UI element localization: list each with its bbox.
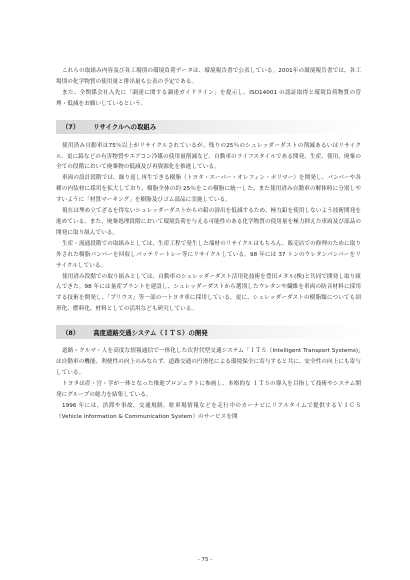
paragraph: 使用済み段階での取り組みとしては、自動車のシュレッダーダスト活用化技術を豊田メタル(株)と共同で開発し取り組んできた。98 年には量産プラントを建設し、シュレッダーダストから選別したウレタンや繊維を車両の防音材料に採用する技術を開発し、「プリウス」等一部の一トヨタ車に採用している。更に、シュレッダーダストの樹脂類についても固形化、燃料化、材料としての活用なども研究している。 <box>56 273 361 313</box>
paragraph: 使用済み自動車は75％以上がリサイクルされているが、残りの25％のシュレッダーダストの削減あるいはリサイクル、更に鉛などの有害物質やエアコン冷媒の使用量削減など、自動車のライフスタイルである開発、生産、使用、廃棄の全ての段階において廃棄物の低減及び再資源化を推進している。 <box>56 142 361 171</box>
section-heading-recycling <box>56 120 361 134</box>
section-title: 高度道路交通システム（ＩＴＳ）の開発 <box>93 328 208 337</box>
section-title: リサイクルへの取組み <box>93 123 157 132</box>
paragraph: 現在は埋め立てざるを得ないシュレッダーダストからの鉛の溶出を低減するため、極力鉛を使用しないよう技術開発を進めている。また、廃棄処理段階において環境負荷を与える可能性のある化学物質の使用量を極力抑えた車両及び部品の開発に取り組んでいる。 <box>56 208 361 236</box>
paragraph: これらの取組み内容及び各工場別の環境負荷データは、環境報告書で公表している。2001年の環境報告書では、各工場別の化学物質の使用量と排出量も公表の予定である。 <box>56 68 361 85</box>
section-body-its <box>56 346 361 422</box>
paragraph: トヨタは産・官・学が一体となった推進プロジェクトに参画し、本格的な ＩＴＳの導入を目指して技術やシステム開発にグループの総力を結集している。 <box>56 380 361 398</box>
paragraph: 生産・流通段階での取組みとしては、生産工程で発生した端材のリサイクルはもちろん、販売店での修理のために取り外された樹脂バンパーを回収しバッテリートレー等にリサイクルしている。98 年には 37 トンのウレタンバンパーをリサイクルしている。 <box>56 240 361 269</box>
document-page <box>56 66 361 422</box>
paragraph: また、全関係会社入先に「調達に関する調達ガイドライン」を提示し、ISO14001 の認証取得と環境負荷物質の管理・低減をお願いしているという。 <box>56 89 361 107</box>
section-body-recycling <box>56 141 361 316</box>
page-number: - 75 - <box>197 557 213 563</box>
intro-block <box>56 66 361 110</box>
section-heading-its <box>56 325 361 339</box>
paragraph: 1996 年には、渋滞や事故、交通規制、駐車場情報などを走行中のカーナビにリアルタイムで提供するＶＩＣＳ（Vehicle information & Communication System）のサービスを開 <box>56 402 361 420</box>
section-number: （8） <box>62 328 80 337</box>
paragraph: 車両の設計段階では、繰り返し再生できる樹脂（トヨタ・スーパー・オレフィン・ポリマー）を開発し、バンパーや各種の内装材に採用を拡大しており、樹脂全体の約 25％をこの樹脂に統一した。また使用済み自動車の解体時に分別しやすいように「材質マーキング」を樹脂及びゴム部品に実施している。 <box>56 175 361 204</box>
paragraph: 道路・クルマ・人を高度な情報通信で一体化した次世代型交通システム「ＩＴＳ（Intelligent Transport Systems)」は自動車の機能、利便性の向上のみならず、道路交通の円滑化による環境保全に寄与すると共に、安全性の向上にも寄与している。 <box>56 348 361 376</box>
section-number: （7） <box>62 123 80 132</box>
